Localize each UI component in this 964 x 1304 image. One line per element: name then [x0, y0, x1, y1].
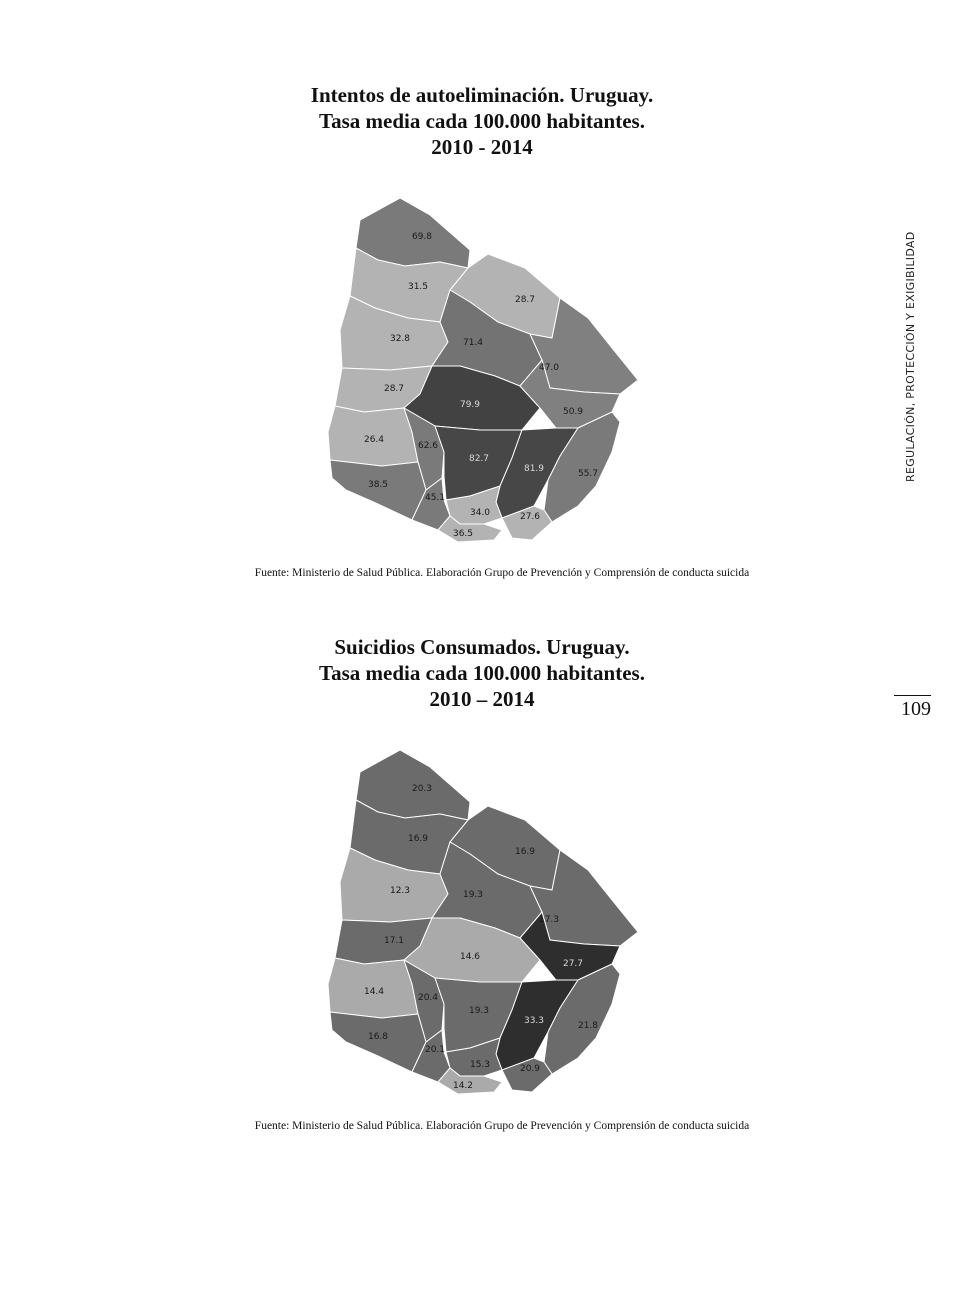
- department-rate-label: 82.7: [468, 454, 490, 464]
- department-rate-label: 17.3: [538, 915, 560, 925]
- map-2-title-line-3: 2010 – 2014: [429, 687, 535, 711]
- department-rate-label: 12.3: [389, 886, 411, 896]
- map-1-source-note: Fuente: Ministerio de Salud Pública. Elaboración Grupo de Prevención y Comprensión de conducta suicida: [254, 567, 750, 579]
- department-rate-label: 55.7: [577, 469, 599, 479]
- department-rate-label: 28.7: [514, 295, 536, 305]
- department-rate-label: 19.3: [468, 1006, 490, 1016]
- department-rate-label: 16.9: [407, 834, 429, 844]
- department-rate-label: 79.9: [459, 400, 481, 410]
- uruguay-map-suicidios: [320, 742, 650, 1102]
- department-rate-label: 31.5: [407, 282, 429, 292]
- department-rate-label: 19.3: [462, 890, 484, 900]
- department-rate-label: 34.0: [469, 508, 491, 518]
- uruguay-map-intentos: [320, 190, 650, 550]
- department-rate-label: 20.9: [519, 1064, 541, 1074]
- department-rate-label: 69.8: [411, 232, 433, 242]
- department-region: [330, 460, 426, 520]
- map-2-title-line-1: Suicidios Consumados. Uruguay.: [334, 635, 630, 659]
- department-rate-label: 20.4: [417, 993, 439, 1003]
- department-rate-label: 14.6: [459, 952, 481, 962]
- page-number: 109: [901, 698, 931, 720]
- department-rate-label: 32.8: [389, 334, 411, 344]
- department-rate-label: 20.3: [411, 784, 433, 794]
- sidebar-section-label: REGULACIÓN, PROTECCIÓN Y EXIGIBILIDAD: [904, 231, 917, 482]
- page-number-rule: [894, 695, 931, 696]
- department-rate-label: 17.1: [383, 936, 405, 946]
- department-rate-label: 15.3: [469, 1060, 491, 1070]
- department-region: [330, 1012, 426, 1072]
- department-rate-label: 20.1: [424, 1045, 446, 1055]
- uruguay-departments-svg: [320, 190, 650, 550]
- department-rate-label: 14.4: [363, 987, 385, 997]
- map-2-title-line-2: Tasa media cada 100.000 habitantes.: [319, 661, 645, 685]
- department-rate-label: 81.9: [523, 464, 545, 474]
- department-rate-label: 16.8: [367, 1032, 389, 1042]
- department-rate-label: 62.6: [417, 441, 439, 451]
- map-1-title-line-2: Tasa media cada 100.000 habitantes.: [319, 109, 645, 133]
- department-rate-label: 47.0: [538, 363, 560, 373]
- department-rate-label: 50.9: [562, 407, 584, 417]
- department-rate-label: 28.7: [383, 384, 405, 394]
- department-rate-label: 14.2: [452, 1081, 474, 1091]
- map-2-source-note: Fuente: Ministerio de Salud Pública. Elaboración Grupo de Prevención y Comprensión de conducta suicida: [254, 1120, 750, 1132]
- department-rate-label: 27.6: [519, 512, 541, 522]
- map-1-title-line-3: 2010 - 2014: [431, 135, 533, 159]
- map-2-title: [230, 634, 734, 712]
- map-1-title-line-1: Intentos de autoeliminación. Uruguay.: [310, 83, 654, 107]
- department-rate-label: 27.7: [562, 959, 584, 969]
- department-rate-label: 16.9: [514, 847, 536, 857]
- department-rate-label: 71.4: [462, 338, 484, 348]
- department-rate-label: 26.4: [363, 435, 385, 445]
- department-rate-label: 45.1: [424, 493, 446, 503]
- uruguay-departments-svg: [320, 742, 650, 1102]
- department-rate-label: 38.5: [367, 480, 389, 490]
- map-1-title: [230, 82, 734, 160]
- department-rate-label: 36.5: [452, 529, 474, 539]
- department-rate-label: 33.3: [523, 1016, 545, 1026]
- department-rate-label: 21.8: [577, 1021, 599, 1031]
